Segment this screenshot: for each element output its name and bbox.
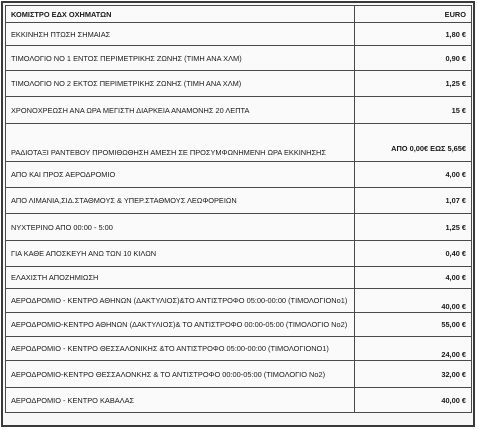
row-price: 0,90 € xyxy=(355,46,472,71)
table-row xyxy=(6,97,472,124)
row-description: ΑΕΡΟΔΡΟΜΙΟ - ΚΕΝΤΡΟ ΑΘΗΝΩΝ (ΔΑΚΤΥΛΙΟΣ)&ΤΟ ΑΝΤΙΣΤΡΟΦΟ 05:00-00:00 (ΤΙΜΟΛΟΓΙΟΝο1) xyxy=(6,289,355,313)
table-header-row xyxy=(6,6,472,23)
header-description: ΚΟΜΙΣΤΡΟ ΕΔΧ ΟΧΗΜΑΤΩΝ xyxy=(6,6,355,23)
row-description: ΑΕΡΟΔΡΟΜΙΟ-ΚΕΝΤΡΟ ΘΕΣΣΑΛΟΝΚΗΣ & ΤΟ ΑΝΤΙΣΤΡΟΦΟ 00:00-05:00 (ΤΙΜΟΛΟΓΙΟ Νο2) xyxy=(6,361,355,388)
row-description: ΧΡΟΝΟΧΡΕΩΣΗ ΑΝΑ ΩΡΑ ΜΕΓΙΣΤΗ ΔΙΑΡΚΕΙΑ ΑΝΑΜΟΝΗΣ 20 ΛΕΠΤΑ xyxy=(6,97,355,124)
table-row xyxy=(6,361,472,388)
row-price: 0,40 € xyxy=(355,241,472,267)
row-price: 4,00 € xyxy=(355,162,472,188)
table-row xyxy=(6,313,472,337)
row-description: ΑΕΡΟΔΡΟΜΙΟ - ΚΕΝΤΡΟ ΚΑΒΑΛΑΣ xyxy=(6,388,355,413)
table-row xyxy=(6,46,472,71)
header-price: EURO xyxy=(355,6,472,23)
table-row xyxy=(6,188,472,214)
table-row xyxy=(6,241,472,267)
table-row xyxy=(6,337,472,361)
row-description: ΓΙΑ ΚΑΘΕ ΑΠΟΣΚΕΥΗ ΑΝΩ ΤΩΝ 10 ΚΙΛΩΝ xyxy=(6,241,355,267)
table-row xyxy=(6,162,472,188)
row-price: 1,25 € xyxy=(355,71,472,97)
row-description: ΤΙΜΟΛΟΓΙΟ ΝΟ 1 ΕΝΤΟΣ ΠΕΡΙΜΕΤΡΙΚΗΣ ΖΩΝΗΣ (ΤΙΜΗ ΑΝΑ ΧΛΜ) xyxy=(6,46,355,71)
row-description: ΑΠΟ ΚΑΙ ΠΡΟΣ ΑΕΡΟΔΡΟΜΙΟ xyxy=(6,162,355,188)
row-price: 15 € xyxy=(355,97,472,124)
row-price: 1,80 € xyxy=(355,23,472,46)
row-description: ΕΛΑΧΙΣΤΗ ΑΠΟΖΗΜΙΩΣΗ xyxy=(6,267,355,289)
row-price: 1,25 € xyxy=(355,214,472,241)
table-row xyxy=(6,267,472,289)
row-description: ΑΠΟ ΛΙΜΑΝΙΑ,ΣΙΔ.ΣΤΑΘΜΟΥΣ & ΥΠΕΡ.ΣΤΑΘΜΟΥΣ ΛΕΩΦΟΡΕΙΩΝ xyxy=(6,188,355,214)
row-description: ΤΙΜΟΛΟΓΙΟ ΝΟ 2 ΕΚΤΟΣ ΠΕΡΙΜΕΤΡΙΚΗΣ ΖΩΝΗΣ (ΤΙΜΗ ΑΝΑ ΧΛΜ) xyxy=(6,71,355,97)
row-price: 32,00 € xyxy=(355,361,472,388)
table-row xyxy=(6,289,472,313)
table-row xyxy=(6,124,472,162)
row-price: 55,00 € xyxy=(355,313,472,337)
row-price: 4,00 € xyxy=(355,267,472,289)
row-description: ΡΑΔΙΟΤΑΞΙ ΡΑΝΤΕΒΟΥ ΠΡΟΜΙΘΩΘΗΣΗ ΑΜΕΣΗ ΣΕ ΠΡΟΣΥΜΦΩΝΗΜΕΝΗ ΩΡΑ ΕΚΚΙΝΗΣΗΣ xyxy=(6,124,355,162)
row-description: ΝΥΧΤΕΡΙΝΟ ΑΠΟ 00:00 - 5:00 xyxy=(6,214,355,241)
row-price: 1,07 € xyxy=(355,188,472,214)
row-description: ΕΚΚΙΝΗΣΗ ΠΤΩΣΗ ΣΗΜΑΙΑΣ xyxy=(6,23,355,46)
table-row xyxy=(6,214,472,241)
row-price: 24,00 € xyxy=(355,337,472,361)
row-price: ΑΠΟ 0,00€ ΕΩΣ 5,65€ xyxy=(355,124,472,162)
row-description: ΑΕΡΟΔΡΟΜΙΟ-ΚΕΝΤΡΟ ΑΘΗΝΩΝ (ΔΑΚΤΥΛΙΟΣ)& ΤΟ ΑΝΤΙΣΤΡΟΦΟ 00:00-05:00 (ΤΙΜΟΛΟΓΙΟ Νο2) xyxy=(6,313,355,337)
table-row xyxy=(6,388,472,413)
row-price: 40,00 € xyxy=(355,289,472,313)
table-row xyxy=(6,23,472,46)
fare-table xyxy=(5,5,472,413)
table-row xyxy=(6,71,472,97)
row-description: ΑΕΡΟΔΡΟΜΙΟ - ΚΕΝΤΡΟ ΘΕΣΣΑΛΟΝΙΚΗΣ &ΤΟ ΑΝΤΙΣΤΡΟΦΟ 05:00-00:00 (ΤΙΜΟΛΟΓΙΟΝΟ1) xyxy=(6,337,355,361)
row-price: 40,00 € xyxy=(355,388,472,413)
